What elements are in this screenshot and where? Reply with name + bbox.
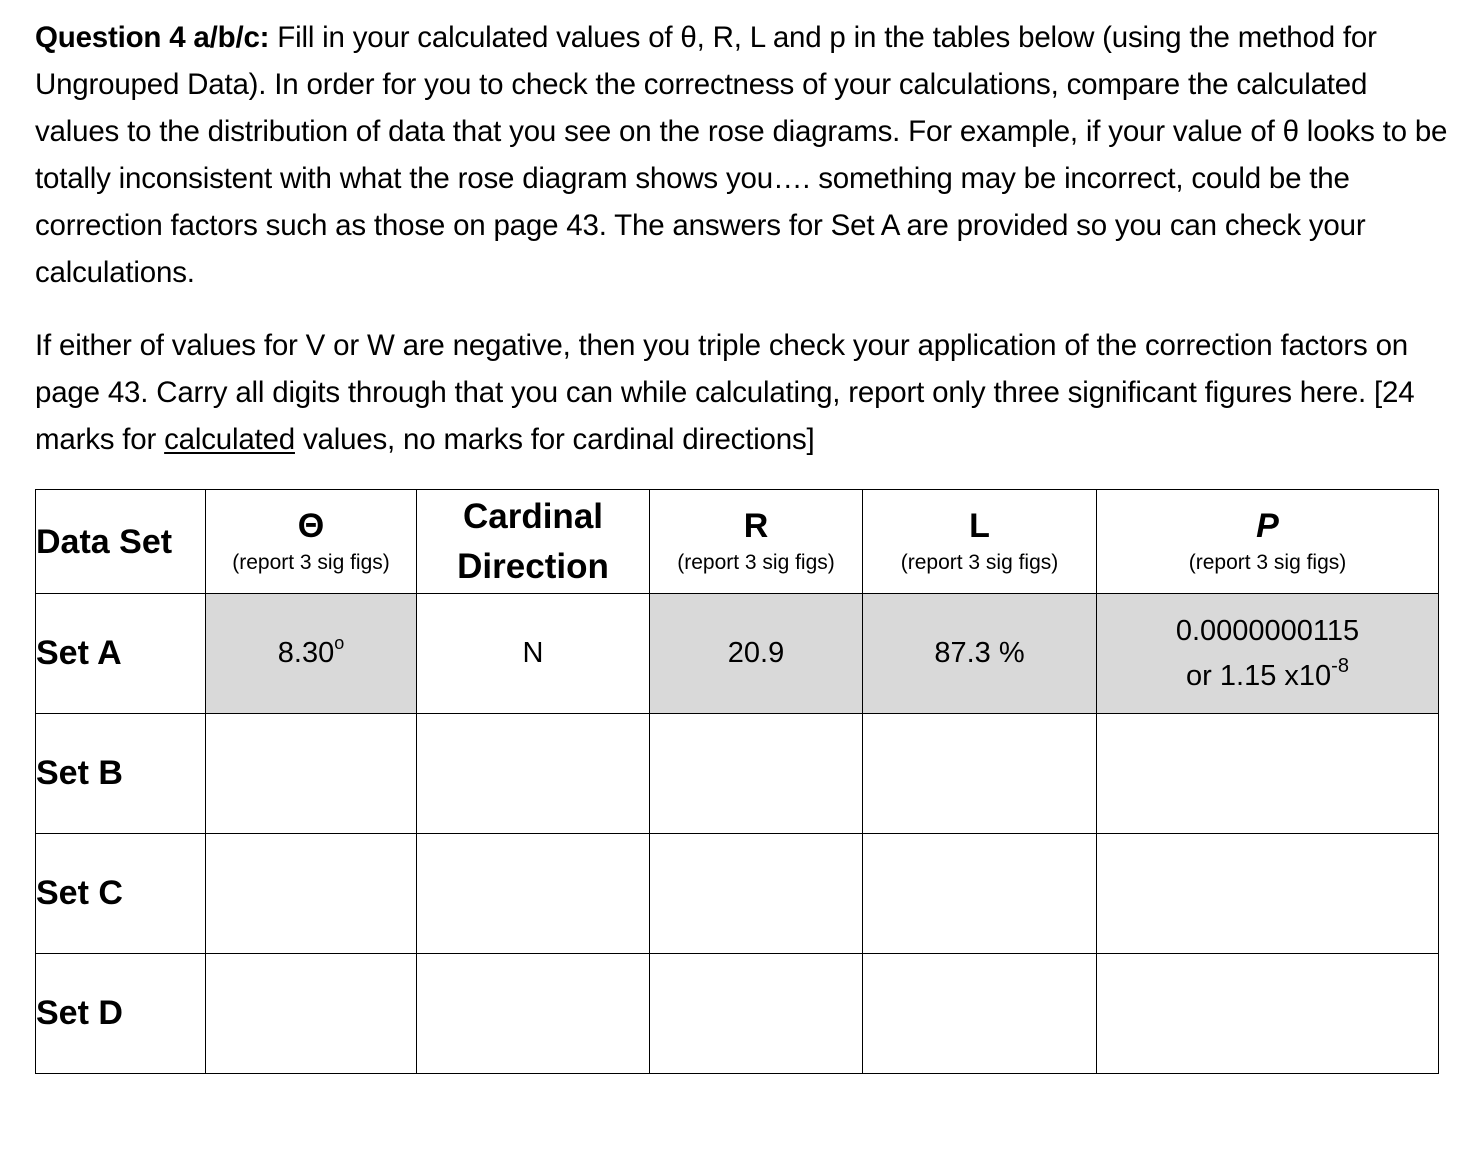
theta-input-cell[interactable] — [206, 954, 417, 1074]
r-symbol: R — [743, 506, 769, 545]
marking-text-underlined: calculated — [164, 423, 295, 456]
question-label: Question 4 a/b/c: — [35, 21, 270, 54]
row-label: Set A — [36, 594, 206, 714]
table-row-set-b — [36, 714, 1439, 834]
r-value: 20.9 — [650, 594, 863, 714]
marking-instructions — [35, 322, 1455, 463]
header-theta — [206, 490, 417, 594]
theta-number: 8.30 — [277, 637, 335, 669]
l-symbol: L — [969, 506, 990, 545]
degree-symbol: o — [334, 633, 345, 653]
table-row-set-a — [36, 594, 1439, 714]
row-label: Set B — [36, 714, 206, 834]
p-scientific: or 1.15 x10 — [1186, 659, 1332, 692]
r-input-cell[interactable] — [650, 954, 863, 1074]
question-instructions — [35, 14, 1455, 296]
table-row-set-c — [36, 834, 1439, 954]
row-label: Set C — [36, 834, 206, 954]
results-table — [35, 489, 1439, 1074]
table-row-set-d — [36, 954, 1439, 1074]
l-value: 87.3 % — [863, 594, 1097, 714]
l-input-cell[interactable] — [863, 954, 1097, 1074]
l-note: (report 3 sig figs) — [900, 550, 1059, 574]
r-input-cell[interactable] — [650, 834, 863, 954]
header-r — [650, 490, 863, 594]
cardinal-input-cell[interactable] — [417, 954, 650, 1074]
instructions-text: Fill in your calculated values of θ, R, L and p in the tables below (using the method for Ungrouped Data). In order for you to check the correctness of your calculations, compare the calculated values to the distribution of data that you see on the rose diagrams. For example, if your value of θ looks to be totally inconsistent with what the rose diagram shows you…. something may be incorrect, could be the correction factors such as those on page 43. The answers for Set A are provided so you can check your calculations. — [35, 21, 1448, 289]
marking-text-start: If either of values for V or W are negative, then you triple check your application of the correction factors on page 43. Carry all digits through that you can while calculating, report only three significant figures here. [24 marks for — [35, 329, 1415, 456]
p-input-cell[interactable] — [1097, 714, 1439, 834]
marking-text-end: values, no marks for cardinal directions] — [294, 423, 815, 456]
theta-value — [206, 594, 417, 714]
header-l — [863, 490, 1097, 594]
p-input-cell[interactable] — [1097, 834, 1439, 954]
row-label: Set D — [36, 954, 206, 1074]
p-symbol: P — [1256, 506, 1279, 545]
p-input-cell[interactable] — [1097, 954, 1439, 1074]
l-input-cell[interactable] — [863, 714, 1097, 834]
theta-input-cell[interactable] — [206, 714, 417, 834]
l-input-cell[interactable] — [863, 834, 1097, 954]
cardinal-input-cell[interactable] — [417, 834, 650, 954]
cardinal-value: N — [417, 594, 650, 714]
header-data-set: Data Set — [36, 490, 206, 594]
theta-note: (report 3 sig figs) — [232, 550, 390, 574]
p-note: (report 3 sig figs) — [1188, 550, 1347, 574]
r-note: (report 3 sig figs) — [677, 550, 835, 574]
theta-symbol: Θ — [297, 506, 325, 545]
cardinal-input-cell[interactable] — [417, 714, 650, 834]
p-decimal: 0.0000000115 — [1175, 614, 1360, 647]
p-exponent: -8 — [1331, 654, 1349, 677]
header-p — [1097, 490, 1439, 594]
p-value — [1097, 594, 1439, 714]
header-cardinal-direction: Cardinal Direction — [417, 490, 650, 594]
table-header-row — [36, 490, 1439, 594]
theta-input-cell[interactable] — [206, 834, 417, 954]
r-input-cell[interactable] — [650, 714, 863, 834]
